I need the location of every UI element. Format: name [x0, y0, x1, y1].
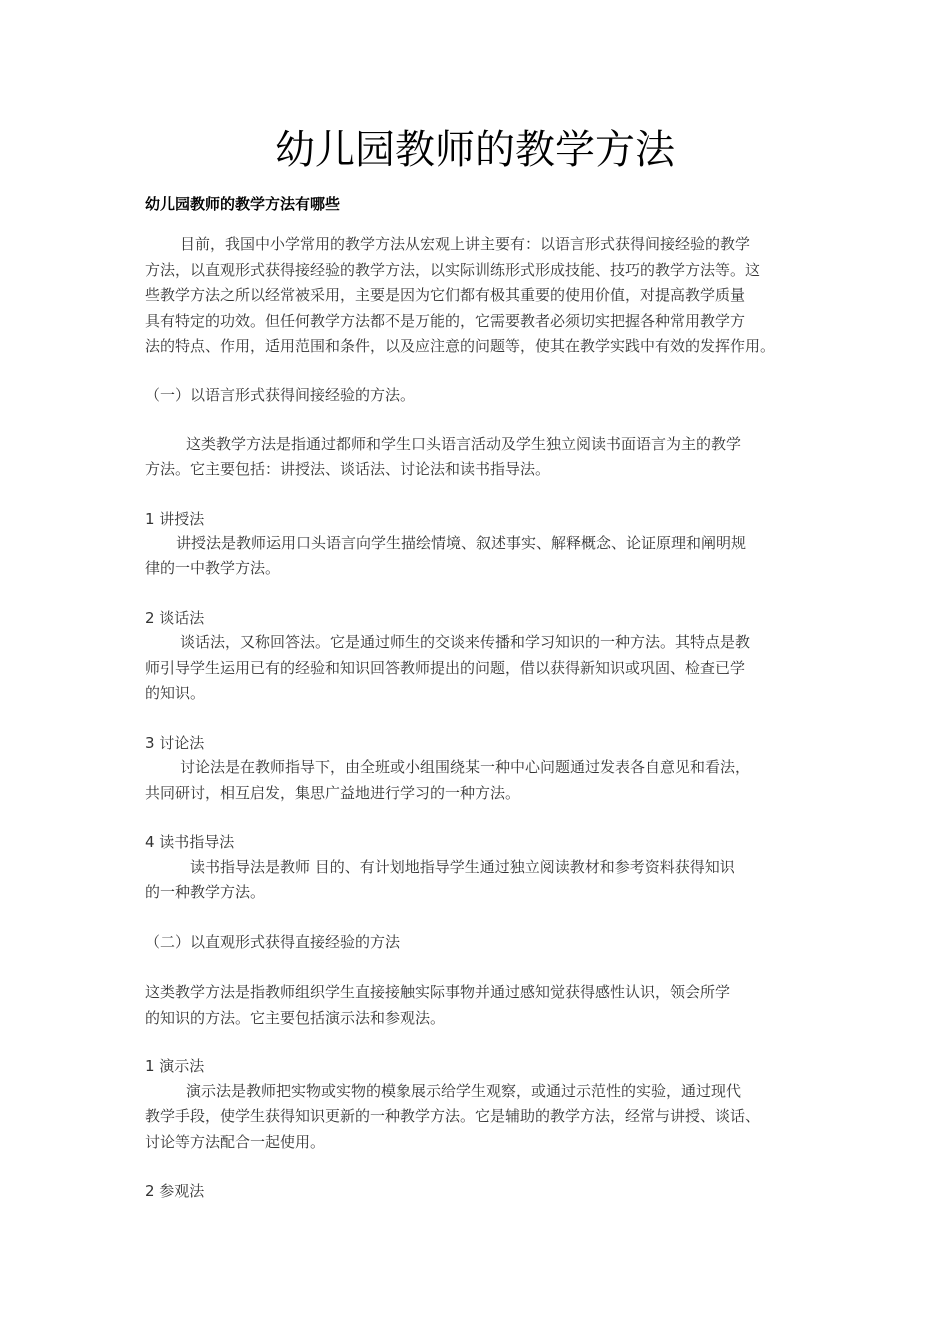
method-heading: 3 讨论法: [145, 734, 205, 752]
paragraph-line: 的知识。: [145, 684, 206, 702]
paragraph-line: 教学手段，使学生获得知识更新的一种教学方法。它是辅助的教学方法，经常与讲授、谈话、: [145, 1107, 761, 1125]
intro-line: 法的特点、作用，适用范围和条件，以及应注意的问题等，使其在教学实践中有效的发挥作用。: [145, 337, 776, 355]
paragraph-line: 师引导学生运用已有的经验和知识回答教师提出的问题，借以获得新知识或巩固、检查已学: [145, 659, 746, 677]
intro-line: 具有特定的功效。但任何教学方法都不是万能的，它需要教者必须切实把握各种常用教学方: [145, 312, 746, 330]
method-heading: 1 讲授法: [145, 510, 205, 528]
paragraph-line: 演示法是教师把实物或实物的模象展示给学生观察，或通过示范性的实验，通过现代: [186, 1082, 742, 1100]
paragraph-line: 共同研讨，相互启发，集思广益地进行学习的一种方法。: [145, 784, 521, 802]
method-heading: 4 读书指导法: [145, 833, 235, 851]
section-heading: （一）以语言形式获得间接经验的方法。: [145, 386, 416, 404]
paragraph-line: 讲授法是教师运用口头语言向学生描绘情境、叙述事实、解释概念、论证原理和阐明规: [176, 534, 747, 552]
document-title: 幼儿园教师的教学方法: [275, 127, 675, 173]
paragraph-line: 的知识的方法。它主要包括演示法和参观法。: [145, 1009, 446, 1027]
paragraph-line: 读书指导法是教师 目的、有计划地指导学生通过独立阅读教材和参考资料获得知识: [190, 858, 735, 876]
paragraph-line: 律的一中教学方法。: [145, 559, 281, 577]
paragraph-line: 讨论法是在教师指导下，由全班或小组围绕某一种中心问题通过发表各自意见和看法，: [180, 758, 751, 776]
intro-line: 些教学方法之所以经常被采用，主要是因为它们都有极其重要的使用价值，对提高教学质量: [145, 286, 746, 304]
paragraph-line: 讨论等方法配合一起使用。: [145, 1133, 326, 1151]
paragraph-line: 的一种教学方法。: [145, 883, 266, 901]
method-heading: 2 参观法: [145, 1182, 205, 1200]
paragraph-line: 方法。它主要包括：讲授法、谈话法、讨论法和读书指导法。: [145, 460, 551, 478]
paragraph-line: 谈话法，又称回答法。它是通过师生的交谈来传播和学习知识的一种方法。其特点是教: [180, 633, 751, 651]
document-subtitle: 幼儿园教师的教学方法有哪些: [145, 195, 341, 213]
paragraph-line: 这类教学方法是指教师组织学生直接接触实际事物并通过感知觉获得感性认识，领会所学: [145, 983, 731, 1001]
method-heading: 2 谈话法: [145, 609, 205, 627]
method-heading: 1 演示法: [145, 1057, 205, 1075]
intro-line: 目前，我国中小学常用的教学方法从宏观上讲主要有：以语言形式获得间接经验的教学: [180, 235, 751, 253]
intro-line: 方法，以直观形式获得接经验的教学方法，以实际训练形式形成技能、技巧的教学方法等。这: [145, 261, 761, 279]
paragraph-line: 这类教学方法是指通过都师和学生口头语言活动及学生独立阅读书面语言为主的教学: [186, 435, 742, 453]
section-heading: （二）以直观形式获得直接经验的方法: [145, 933, 401, 951]
